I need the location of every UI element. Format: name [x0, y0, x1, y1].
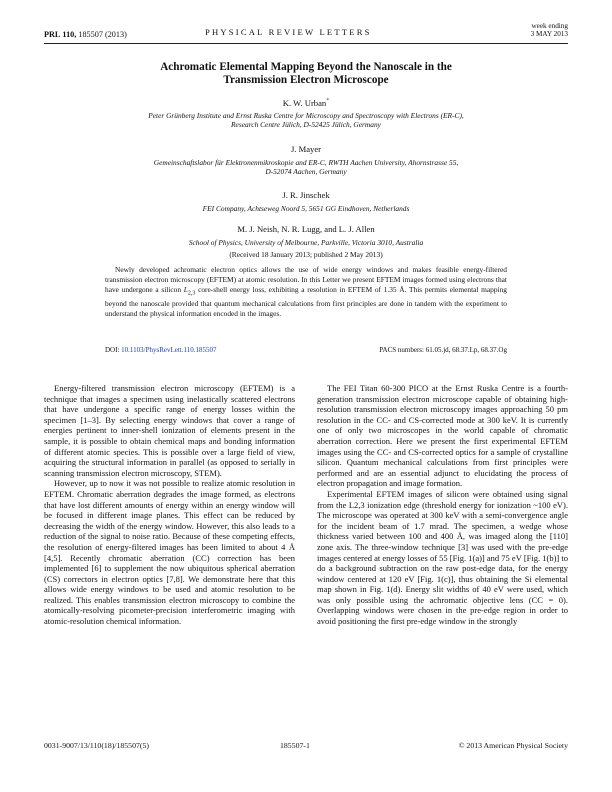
author-neish-lugg-allen: M. J. Neish, N. R. Lugg, and L. J. Allen	[237, 224, 375, 234]
paragraph: Experimental EFTEM images of silicon were obtained using signal from the L2,3 ionization edge (threshold energy for ionization ~100 eV). The microscope was operated at 300 keV with a semi-convergence angle for the incident beam of 1.7 mrad. The specimen, a wedge whose thickness varied between 100 and 400 Å, was imaged along the [110] zone axis. The three-window technique [3] was used with the pre-edge images centered at energy losses of 55 [Fig. 1(a)] and 75 eV [Fig. 1(b)] to do a background subtraction on the raw post-edge data, for the energy window centered at 120 eV [Fig. 1(c)], thus obtaining the Si elemental map shown in Fig. 1(d). Energy slit widths of 40 eV were used, which was only possible using the achromatic objective lens (CC = 0). Overlapping windows were chosen in the pre-edge region in order to avoid positioning the first pre-edge window in the strongly	[317, 488, 568, 627]
affiliation-4: School of Physics, University of Melbourne, Parkville, Victoria 3010, Australia	[188, 238, 424, 247]
footer-code: 0031-9007/13/110(18)/185507(5)	[44, 741, 149, 750]
abstract-text-1: Newly developed achromatic electron optics allows the use of wide energy windows and makes feasible energy-filtered transmission electron microscopy (EFTEM) at atomic resolution. In this Letter we present EFTEM images formed using electrons that have undergone a silicon	[105, 265, 507, 294]
body-column-left	[44, 383, 295, 627]
doi-link[interactable]: 10.1103/PhysRevLett.110.185507	[121, 346, 217, 354]
corresponding-author-marker[interactable]: *	[326, 98, 330, 105]
pacs-numbers: PACS numbers: 61.05.jd, 68.37.Lp, 68.37.Og	[379, 346, 507, 354]
affiliation-2	[90, 158, 522, 176]
affiliation-1	[90, 111, 522, 129]
author-mayer: J. Mayer	[290, 144, 322, 154]
affiliation-2-line-1: Gemeinschaftslabor für Elektronenmikroskopie and ER-C, RWTH Aachen University, Ahornstrasse 55,	[153, 158, 459, 167]
edge-symbol: L	[183, 284, 188, 294]
abstract-text-2: core-shell energy loss, exhibiting a resolution in EFTEM of 1.35 Å. This permits elemental mapping beyond the nanoscale provided that quantum mechanical calculations from first principles are done in tandem with the experiment to understand the physical information encoded in the images.	[105, 284, 508, 319]
author-urban	[120, 98, 492, 108]
running-header-citation	[44, 30, 127, 39]
paragraph: The FEI Titan 60-300 PICO at the Ernst Ruska Centre is a fourth-generation transmission electron microscope capable of obtaining high-resolution transmission electron microscopy images approaching 50 pm resolution in the CC- and CS-corrected mode at 300 keV. It is currently one of only two microscopes in the world capable of chromatic aberration correction. Here we present the first experimental EFTEM images using the CC- and CS-corrected optics for a sample of crystalline silicon. Quantum mechanical calculations from first principles were performed and are an essential adjunct to elucidating the process of electron propagation and image formation.	[317, 383, 568, 489]
affiliation-2-line-2: D-52074 Aachen, Germany	[265, 167, 347, 177]
doi	[105, 346, 216, 354]
doi-label: DOI:	[105, 346, 120, 354]
affiliation-1-line-1: Peter Grünberg Institute and Ernst Ruska Centre for Microscopy and Spectroscopy with Electrons (ER-C),	[148, 111, 464, 120]
edge-subscript: 2,3	[187, 290, 196, 297]
paper-title	[120, 61, 492, 88]
week-ending-label: week ending	[531, 22, 568, 30]
author-names: K. W. Urban	[282, 98, 327, 108]
journal-volume: 110,	[62, 30, 77, 39]
body-column-right	[317, 383, 568, 627]
affiliation-3: FEI Company, Achtseweg Noord 5, 5651 GG Eindhoven, Netherlands	[202, 204, 410, 213]
page-number: 185507-1	[280, 741, 310, 750]
week-ending-date: 3 MAY 2013	[530, 30, 568, 39]
header-rule	[44, 43, 568, 44]
received-published-dates: (Received 18 January 2013; published 2 May 2013)	[229, 250, 383, 259]
title-line-1: Achromatic Elemental Mapping Beyond the Nanoscale in the	[160, 61, 452, 73]
journal-abbrev: PRL	[44, 30, 61, 39]
author-jinschek: J. R. Jinschek	[282, 190, 330, 200]
title-line-2: Transmission Electron Microscope	[223, 74, 389, 87]
paragraph: However, up to now it was not possible to realize atomic resolution in EFTEM. Chromatic aberration degrades the image formed, as electrons that have lost different amounts of energy within an energy window will be focused in different image planes. This effect can be reduced by decreasing the width of the energy window. However, this also leads to a reduction of the signal to noise ratio. Because of these competing effects, the resolution of energy-filtered images has been limited to about 4 Å [4,5]. Recently chromatic aberration (CC) correction has been implemented [6] to supplement the now ubiquitous spherical aberration (CS) correctors in electron optics [7,8]. We demonstrate here that this allows wide energy windows to be used and atomic resolution to be realized. This enables transmission electron microscopy to combine the atomically-resolving picometer-precision interferometric imaging with atomic-resolution chemical information.	[44, 478, 295, 627]
paragraph: Energy-filtered transmission electron microscopy (EFTEM) is a technique that images a specimen using inelastically scattered electrons that have undergone a specific range of energy losses within the specimen [1–3]. By selecting energy windows that cover a range of energies pertinent to inner-shell ionization of elements present in the sample, it is possible to obtain chemical maps and bonding information of different atomic species. This is possible over a large field of view, acquiring the structural information in parallel (as opposed to serially in scanning transmission electron microscopy, STEM).	[44, 383, 295, 478]
affiliation-1-line-2: Research Centre Jülich, D-52425 Jülich, Germany	[231, 120, 381, 130]
journal-name: PHYSICAL REVIEW LETTERS	[205, 27, 372, 37]
issue-date	[512, 22, 568, 39]
copyright: © 2013 American Physical Society	[458, 741, 568, 750]
abstract	[105, 265, 507, 319]
article-number: 185507 (2013)	[78, 30, 127, 39]
